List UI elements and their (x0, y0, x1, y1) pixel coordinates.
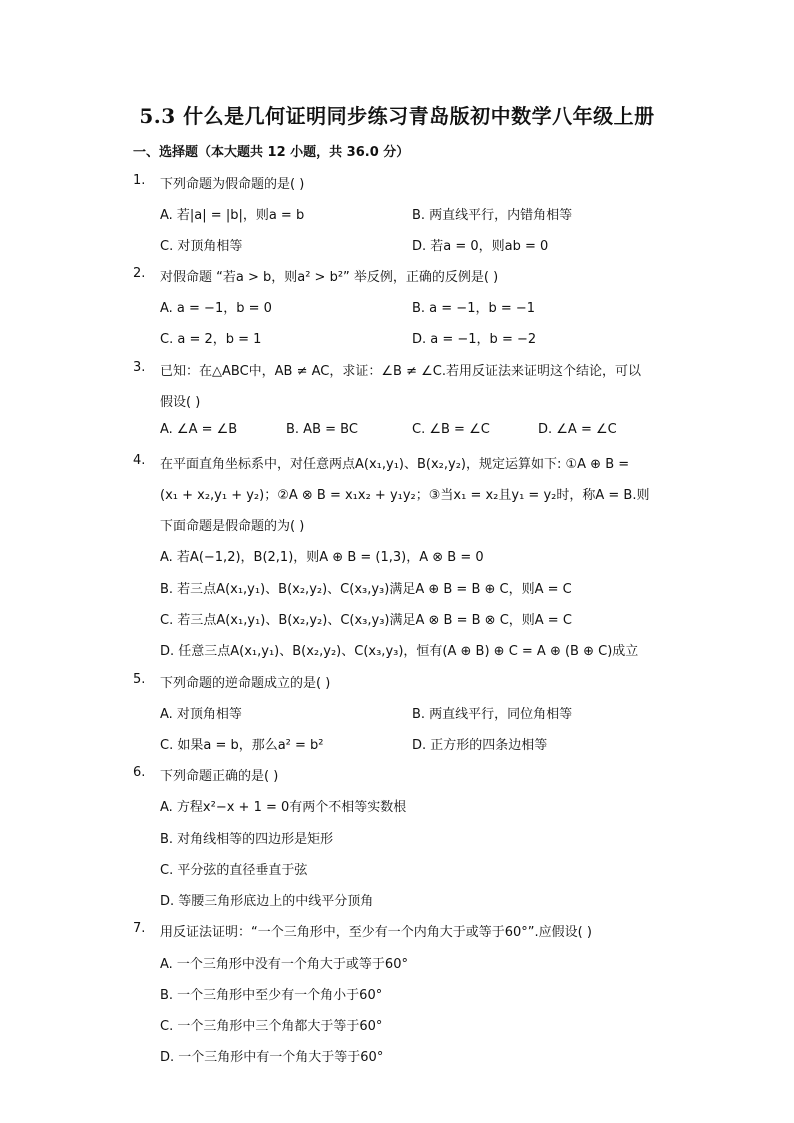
option-d: D. a = −1，b = −2 (412, 332, 537, 347)
section-heading: 一、选择题（本大题共 12 小题，共 36.0 分） (133, 145, 410, 160)
option-c: C. 若三点A(x₁,y₁)、B(x₂,y₂)、C(x₃,y₃)满足A ⊗ B = B ⊗ C，则A = C (160, 613, 572, 628)
option-a: A. 方程x²−x + 1 = 0有两个不相等实数根 (160, 800, 407, 815)
question-number: 7. (133, 921, 146, 936)
option-c: C. 平分弦的直径垂直于弦 (160, 863, 308, 878)
option-b: B. 两直线平行，内错角相等 (412, 208, 573, 223)
option-d: D. 若a = 0，则ab = 0 (412, 239, 549, 254)
option-b: B. 两直线平行，同位角相等 (412, 707, 573, 722)
option-d: D. 正方形的四条边相等 (412, 738, 548, 753)
option-d: D. 任意三点A(x₁,y₁)、B(x₂,y₂)、C(x₃,y₃)，恒有(A ⊕ B) ⊕ C = A ⊕ (B ⊕ C)成立 (160, 644, 639, 659)
question-stem-continued: 下面命题是假命题的为( ) (160, 519, 305, 534)
option-a: A. ∠A = ∠B (160, 422, 238, 437)
option-a: A. 若A(−1,2)，B(2,1)，则A ⊕ B = (1,3)，A ⊗ B = 0 (160, 550, 484, 565)
option-c: C. 如果a = b，那么a² = b² (160, 738, 324, 753)
option-b: B. 一个三角形中至少有一个角小于60° (160, 988, 383, 1003)
option-a: A. a = −1，b = 0 (160, 301, 272, 316)
question-stem: 用反证法证明：“一个三角形中，至少有一个内角大于或等于60°”.应假设( ) (160, 925, 592, 940)
option-b: B. a = −1，b = −1 (412, 301, 536, 316)
option-d: D. ∠A = ∠C (538, 422, 617, 437)
question-number: 5. (133, 672, 146, 687)
question-number: 3. (133, 360, 146, 375)
question-number: 1. (133, 173, 146, 188)
option-c: C. ∠B = ∠C (412, 422, 490, 437)
question-stem: 在平面直角坐标系中，对任意两点A(x₁,y₁)、B(x₂,y₂)，规定运算如下: ①A ⊕ B = (160, 457, 630, 472)
question-stem-continued: 假设( ) (160, 395, 201, 410)
option-b: B. 若三点A(x₁,y₁)、B(x₂,y₂)、C(x₃,y₃)满足A ⊕ B = B ⊕ C，则A = C (160, 582, 572, 597)
option-a: A. 若|a| = |b|，则a = b (160, 208, 305, 223)
question-stem-continued: (x₁ + x₂,y₁ + y₂)；②A ⊗ B = x₁x₂ + y₁y₂；③当x₁ = x₂且y₁ = y₂时，称A = B.则 (160, 488, 650, 503)
document-title: 5.3 什么是几何证明同步练习青岛版初中数学八年级上册 (139, 104, 655, 128)
question-stem: 已知：在△ABC中，AB ≠ AC，求证：∠B ≠ ∠C.若用反证法来证明这个结论，可以 (160, 364, 641, 379)
option-d: D. 等腰三角形底边上的中线平分顶角 (160, 894, 374, 909)
question-stem: 下列命题的逆命题成立的是( ) (160, 676, 331, 691)
option-b: B. 对角线相等的四边形是矩形 (160, 832, 334, 847)
option-c: C. 一个三角形中三个角都大于等于60° (160, 1019, 383, 1034)
question-stem: 下列命题正确的是( ) (160, 769, 279, 784)
option-c: C. a = 2，b = 1 (160, 332, 262, 347)
option-c: C. 对顶角相等 (160, 239, 243, 254)
question-number: 4. (133, 453, 146, 468)
question-number: 6. (133, 765, 146, 780)
question-number: 2. (133, 266, 146, 281)
question-stem: 对假命题 “若a > b，则a² > b²” 举反例，正确的反例是( ) (160, 270, 499, 285)
option-a: A. 一个三角形中没有一个角大于或等于60° (160, 957, 408, 972)
question-stem: 下列命题为假命题的是( ) (160, 177, 305, 192)
option-d: D. 一个三角形中有一个角大于等于60° (160, 1050, 384, 1065)
option-b: B. AB = BC (286, 422, 358, 437)
option-a: A. 对顶角相等 (160, 707, 242, 722)
